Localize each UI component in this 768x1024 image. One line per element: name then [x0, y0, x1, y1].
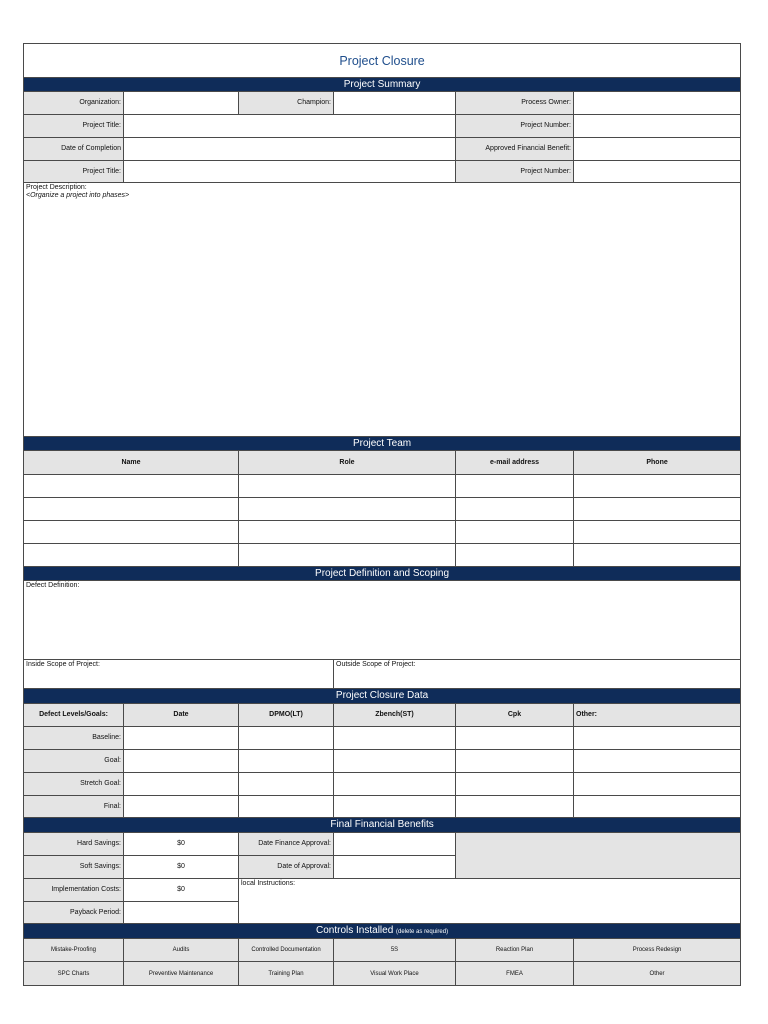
team-name-column-header: Name — [24, 451, 239, 475]
stretch-goal-cpk-field[interactable] — [456, 773, 574, 796]
team-email-field[interactable] — [456, 498, 574, 521]
goal-other-field[interactable] — [574, 750, 741, 773]
baseline-date-field[interactable] — [124, 727, 239, 750]
stretch-goal-other-field[interactable] — [574, 773, 741, 796]
project-title-field-2[interactable] — [124, 161, 456, 183]
team-row — [24, 544, 741, 567]
team-role-field[interactable] — [239, 498, 456, 521]
financial-blank-area — [456, 833, 741, 879]
final-dpmo-field[interactable] — [239, 796, 334, 818]
goal-dpmo-field[interactable] — [239, 750, 334, 773]
team-phone-field[interactable] — [574, 521, 741, 544]
control-reaction-plan[interactable]: Reaction Plan — [456, 939, 574, 962]
team-role-field[interactable] — [239, 475, 456, 498]
date-of-completion-label: Date of Completion — [24, 138, 124, 161]
cpk-column-header: Cpk — [456, 704, 574, 727]
inside-scope-field[interactable] — [24, 660, 334, 689]
closure-row — [24, 750, 741, 773]
team-name-field[interactable] — [24, 521, 239, 544]
champion-field[interactable] — [334, 92, 456, 115]
control-training-plan[interactable]: Training Plan — [239, 962, 334, 986]
team-role-field[interactable] — [239, 521, 456, 544]
approved-financial-benefit-label: Approved Financial Benefit: — [456, 138, 574, 161]
baseline-zbench-field[interactable] — [334, 727, 456, 750]
page-title: Project Closure — [24, 44, 741, 78]
implementation-costs-value[interactable]: $0 — [124, 879, 239, 902]
team-role-field[interactable] — [239, 544, 456, 567]
team-email-field[interactable] — [456, 544, 574, 567]
date-of-approval-field[interactable] — [334, 856, 456, 879]
hard-savings-value[interactable]: $0 — [124, 833, 239, 856]
team-name-field[interactable] — [24, 498, 239, 521]
control-controlled-documentation[interactable]: Controlled Documentation — [239, 939, 334, 962]
process-owner-label: Process Owner: — [456, 92, 574, 115]
closure-row — [24, 796, 741, 818]
hard-savings-label: Hard Savings: — [24, 833, 124, 856]
project-description-label: Project Description: — [26, 184, 87, 191]
stretch-goal-label: Stretch Goal: — [24, 773, 124, 796]
outside-scope-field[interactable] — [334, 660, 741, 689]
project-number-label-2: Project Number: — [456, 161, 574, 183]
project-description-field[interactable] — [24, 183, 741, 437]
controls-installed-header — [24, 924, 741, 939]
inside-scope-label: Inside Scope of Project: — [26, 661, 100, 668]
financial-benefits-header: Final Financial Benefits — [24, 818, 741, 833]
team-row — [24, 475, 741, 498]
final-cpk-field[interactable] — [456, 796, 574, 818]
project-title-field[interactable] — [124, 115, 456, 138]
final-other-field[interactable] — [574, 796, 741, 818]
stretch-goal-zbench-field[interactable] — [334, 773, 456, 796]
final-label: Final: — [24, 796, 124, 818]
project-number-field[interactable] — [574, 115, 741, 138]
date-finance-approval-label: Date Finance Approval: — [239, 833, 334, 856]
closure-row — [24, 727, 741, 750]
team-row — [24, 521, 741, 544]
defect-definition-field[interactable] — [24, 581, 741, 660]
date-finance-approval-field[interactable] — [334, 833, 456, 856]
definition-scoping-header: Project Definition and Scoping — [24, 567, 741, 581]
control-other[interactable]: Other — [574, 962, 741, 986]
goal-date-field[interactable] — [124, 750, 239, 773]
closure-data-header: Project Closure Data — [24, 689, 741, 704]
soft-savings-value[interactable]: $0 — [124, 856, 239, 879]
project-number-label: Project Number: — [456, 115, 574, 138]
final-zbench-field[interactable] — [334, 796, 456, 818]
payback-period-label: Payback Period: — [24, 902, 124, 924]
project-number-field-2[interactable] — [574, 161, 741, 183]
approved-financial-benefit-field[interactable] — [574, 138, 741, 161]
outside-scope-label: Outside Scope of Project: — [336, 661, 416, 668]
team-phone-column-header: Phone — [574, 451, 741, 475]
local-instructions-label: local Instructions: — [241, 880, 296, 887]
team-email-field[interactable] — [456, 475, 574, 498]
final-date-field[interactable] — [124, 796, 239, 818]
closure-row — [24, 773, 741, 796]
payback-period-field[interactable] — [124, 902, 239, 924]
control-preventive-maintenance[interactable]: Preventive Maintenance — [124, 962, 239, 986]
local-instructions-field[interactable] — [239, 879, 741, 924]
project-description-hint: <Organize a project into phases> — [26, 192, 130, 199]
project-closure-form — [23, 43, 741, 986]
team-phone-field[interactable] — [574, 498, 741, 521]
team-role-column-header: Role — [239, 451, 456, 475]
team-email-column-header: e-mail address — [456, 451, 574, 475]
date-column-header: Date — [124, 704, 239, 727]
control-mistake-proofing[interactable]: Mistake-Proofing — [24, 939, 124, 962]
date-of-completion-field[interactable] — [124, 138, 456, 161]
baseline-label: Baseline: — [24, 727, 124, 750]
implementation-costs-label: Implementation Costs: — [24, 879, 124, 902]
control-fmea[interactable]: FMEA — [456, 962, 574, 986]
baseline-cpk-field[interactable] — [456, 727, 574, 750]
date-of-approval-label: Date of Approval: — [239, 856, 334, 879]
team-name-field[interactable] — [24, 544, 239, 567]
goal-label: Goal: — [24, 750, 124, 773]
dpmo-column-header: DPMO(LT) — [239, 704, 334, 727]
organization-label: Organization: — [24, 92, 124, 115]
baseline-dpmo-field[interactable] — [239, 727, 334, 750]
baseline-other-field[interactable] — [574, 727, 741, 750]
project-title-label: Project Title: — [24, 115, 124, 138]
defect-definition-label: Defect Definition: — [26, 582, 80, 589]
project-title-label-2: Project Title: — [24, 161, 124, 183]
stretch-goal-dpmo-field[interactable] — [239, 773, 334, 796]
team-phone-field[interactable] — [574, 544, 741, 567]
control-5s[interactable]: 5S — [334, 939, 456, 962]
other-column-header: Other: — [574, 704, 741, 727]
organization-field[interactable] — [124, 92, 239, 115]
zbench-column-header: Zbench(ST) — [334, 704, 456, 727]
controls-installed-title: Controls Installed — [316, 924, 394, 936]
process-owner-field[interactable] — [574, 92, 741, 115]
control-audits[interactable]: Audits — [124, 939, 239, 962]
defect-levels-column-header: Defect Levels/Goals: — [24, 704, 124, 727]
control-visual-work-place[interactable]: Visual Work Place — [334, 962, 456, 986]
control-process-redesign[interactable]: Process Redesign — [574, 939, 741, 962]
control-spc-charts[interactable]: SPC Charts — [24, 962, 124, 986]
team-email-field[interactable] — [456, 521, 574, 544]
team-phone-field[interactable] — [574, 475, 741, 498]
goal-cpk-field[interactable] — [456, 750, 574, 773]
goal-zbench-field[interactable] — [334, 750, 456, 773]
soft-savings-label: Soft Savings: — [24, 856, 124, 879]
team-row — [24, 498, 741, 521]
project-team-header: Project Team — [24, 437, 741, 451]
champion-label: Champion: — [239, 92, 334, 115]
stretch-goal-date-field[interactable] — [124, 773, 239, 796]
project-summary-header: Project Summary — [24, 78, 741, 92]
team-name-field[interactable] — [24, 475, 239, 498]
controls-installed-note: (delete as required) — [396, 928, 449, 935]
